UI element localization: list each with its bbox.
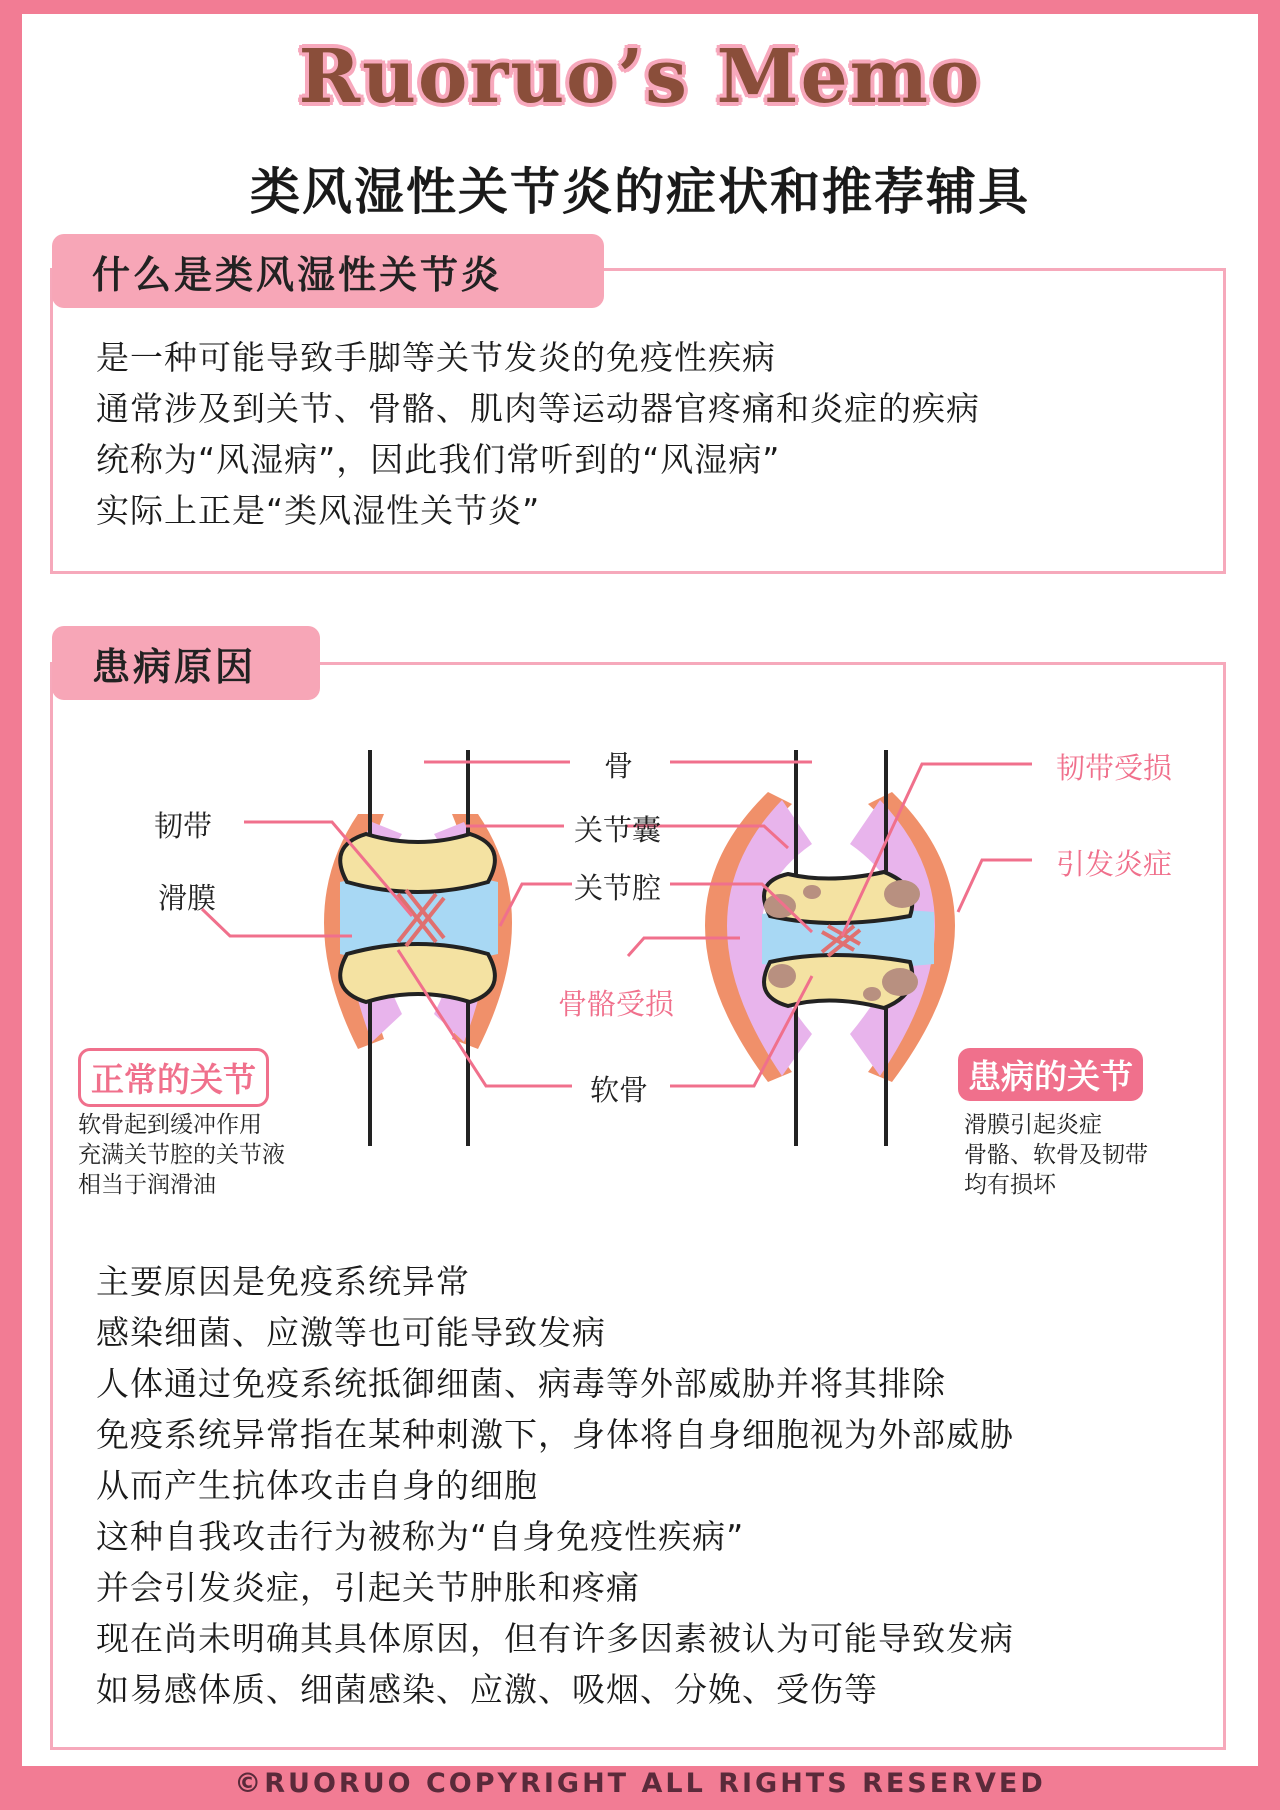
text-line: 通常涉及到关节、骨骼、肌肉等运动器官疼痛和炎症的疾病 xyxy=(96,389,980,428)
label-synovium: 滑膜 xyxy=(158,881,217,915)
text-line: 这种自我攻击行为被称为“自身免疫性疾病” xyxy=(96,1517,745,1556)
label-inflammation: 引发炎症 xyxy=(1056,847,1173,881)
label-cartilage: 软骨 xyxy=(590,1073,649,1107)
caption-line: 骨骼、软骨及韧带 xyxy=(964,1142,1148,1168)
text-line: 是一种可能导致手脚等关节发炎的免疫性疾病 xyxy=(96,338,776,377)
text-line: 感染细菌、应激等也可能导致发病 xyxy=(96,1313,606,1352)
cartilage xyxy=(340,834,495,892)
label-capsule: 关节囊 xyxy=(574,813,662,847)
cartilage xyxy=(340,944,495,1002)
text-line: 实际上正是“类风湿性关节炎” xyxy=(96,491,541,530)
text-line: 现在尚未明确其具体原因，但有许多因素被认为可能导致发病 xyxy=(96,1619,1014,1658)
text-line: 统称为“风湿病”，因此我们常听到的“风湿病” xyxy=(96,440,781,479)
label-cavity: 关节腔 xyxy=(574,871,662,905)
caption-line: 滑膜引起炎症 xyxy=(964,1112,1102,1138)
joint-diagram xyxy=(22,14,1258,1214)
text-line: 如易感体质、细菌感染、应激、吸烟、分娩、受伤等 xyxy=(96,1670,878,1709)
label-ligament: 韧带 xyxy=(154,809,213,843)
normal-joint-badge: 正常的关节 xyxy=(78,1048,269,1107)
memo-sheet xyxy=(22,14,1258,1766)
page-title: 类风湿性关节炎的症状和推荐辅具 xyxy=(250,163,1030,221)
label-ligament-damage: 韧带受损 xyxy=(1056,751,1173,785)
copyright-footer: ©RUORUO COPYRIGHT ALL RIGHTS RESERVED xyxy=(234,1768,1046,1799)
label-bone: 骨 xyxy=(604,749,634,783)
diseased-joint-badge: 患病的关节 xyxy=(958,1048,1143,1101)
text-line: 免疫系统异常指在某种刺激下，身体将自身细胞视为外部威胁 xyxy=(96,1415,1014,1454)
caption-line: 相当于润滑油 xyxy=(78,1172,216,1198)
diseased-joint-caption xyxy=(964,1110,1148,1200)
text-line: 主要原因是免疫系统异常 xyxy=(96,1262,470,1301)
caption-line: 充满关节腔的关节液 xyxy=(78,1142,285,1168)
caption-line: 均有损坏 xyxy=(964,1172,1056,1198)
normal-joint-caption xyxy=(78,1110,285,1200)
text-line: 并会引发炎症，引起关节肿胀和疼痛 xyxy=(96,1568,640,1607)
section2-heading: 患病原因 xyxy=(52,626,320,700)
section1-heading: 什么是类风湿性关节炎 xyxy=(52,234,604,308)
caption-line: 软骨起到缓冲作用 xyxy=(78,1112,262,1138)
label-bone-damage: 骨骼受损 xyxy=(558,987,675,1021)
section2-text xyxy=(96,1256,1014,1715)
text-line: 人体通过免疫系统抵御细菌、病毒等外部威胁并将其排除 xyxy=(96,1364,946,1403)
logo-text: Ruoruo’s Memo xyxy=(298,34,982,120)
text-line: 从而产生抗体攻击自身的细胞 xyxy=(96,1466,538,1505)
normal-joint xyxy=(324,750,512,1146)
